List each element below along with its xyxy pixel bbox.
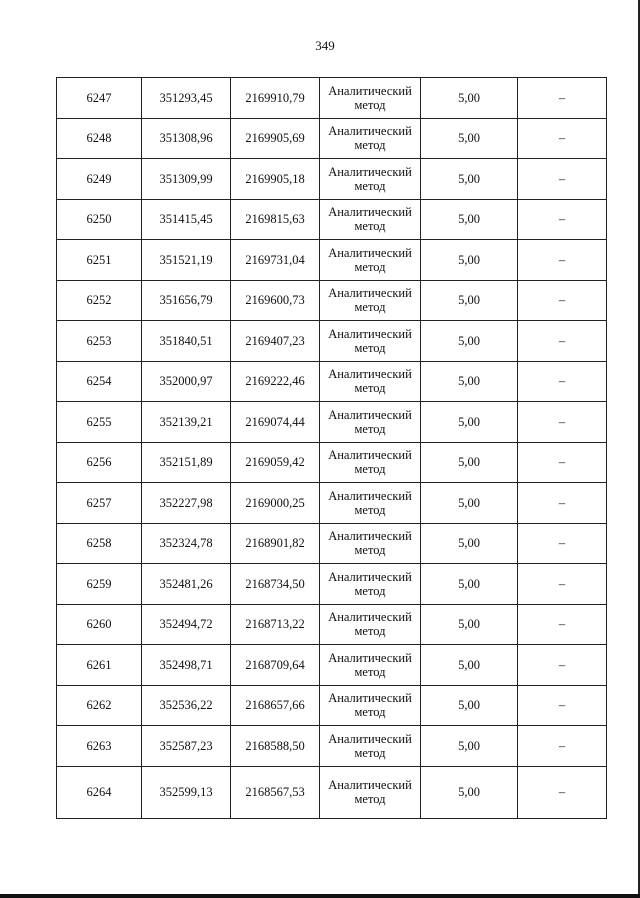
note-cell: – <box>518 199 607 240</box>
method-cell: Аналитический метод <box>320 766 421 818</box>
point-number-cell: 6259 <box>57 564 142 605</box>
method-cell: Аналитический метод <box>320 240 421 281</box>
accuracy-cell: 5,00 <box>421 280 518 321</box>
y-coordinate-cell: 2169731,04 <box>231 240 320 281</box>
accuracy-cell: 5,00 <box>421 442 518 483</box>
x-coordinate-cell: 351293,45 <box>142 78 231 119</box>
method-cell: Аналитический метод <box>320 199 421 240</box>
accuracy-cell: 5,00 <box>421 118 518 159</box>
x-coordinate-cell: 352498,71 <box>142 645 231 686</box>
x-coordinate-cell: 351415,45 <box>142 199 231 240</box>
y-coordinate-cell: 2169910,79 <box>231 78 320 119</box>
point-number-cell: 6258 <box>57 523 142 564</box>
y-coordinate-cell: 2168709,64 <box>231 645 320 686</box>
x-coordinate-cell: 351309,99 <box>142 159 231 200</box>
method-cell: Аналитический метод <box>320 685 421 726</box>
scan-edge-bottom <box>0 894 640 898</box>
y-coordinate-cell: 2168713,22 <box>231 604 320 645</box>
table-row <box>57 402 607 443</box>
table-row <box>57 361 607 402</box>
point-number-cell: 6264 <box>57 766 142 818</box>
x-coordinate-cell: 352151,89 <box>142 442 231 483</box>
x-coordinate-cell: 352227,98 <box>142 483 231 524</box>
accuracy-cell: 5,00 <box>421 726 518 767</box>
point-number-cell: 6251 <box>57 240 142 281</box>
point-number-cell: 6262 <box>57 685 142 726</box>
x-coordinate-cell: 352599,13 <box>142 766 231 818</box>
y-coordinate-cell: 2169222,46 <box>231 361 320 402</box>
method-cell: Аналитический метод <box>320 118 421 159</box>
note-cell: – <box>518 361 607 402</box>
method-cell: Аналитический метод <box>320 645 421 686</box>
y-coordinate-cell: 2168657,66 <box>231 685 320 726</box>
coordinates-table <box>56 77 607 819</box>
y-coordinate-cell: 2168734,50 <box>231 564 320 605</box>
note-cell: – <box>518 645 607 686</box>
x-coordinate-cell: 351840,51 <box>142 321 231 362</box>
point-number-cell: 6248 <box>57 118 142 159</box>
table-row <box>57 645 607 686</box>
point-number-cell: 6254 <box>57 361 142 402</box>
table-row <box>57 604 607 645</box>
page-number: 349 <box>315 38 335 53</box>
method-cell: Аналитический метод <box>320 442 421 483</box>
table-row <box>57 685 607 726</box>
accuracy-cell: 5,00 <box>421 199 518 240</box>
table-row <box>57 280 607 321</box>
table-row <box>57 442 607 483</box>
accuracy-cell: 5,00 <box>421 564 518 605</box>
accuracy-cell: 5,00 <box>421 645 518 686</box>
note-cell: – <box>518 604 607 645</box>
method-cell: Аналитический метод <box>320 159 421 200</box>
x-coordinate-cell: 352587,23 <box>142 726 231 767</box>
accuracy-cell: 5,00 <box>421 321 518 362</box>
y-coordinate-cell: 2169407,23 <box>231 321 320 362</box>
point-number-cell: 6263 <box>57 726 142 767</box>
table-row <box>57 564 607 605</box>
y-coordinate-cell: 2169905,69 <box>231 118 320 159</box>
note-cell: – <box>518 726 607 767</box>
table-row <box>57 321 607 362</box>
note-cell: – <box>518 523 607 564</box>
point-number-cell: 6257 <box>57 483 142 524</box>
table-row <box>57 523 607 564</box>
point-number-cell: 6260 <box>57 604 142 645</box>
table-row <box>57 726 607 767</box>
point-number-cell: 6249 <box>57 159 142 200</box>
x-coordinate-cell: 352536,22 <box>142 685 231 726</box>
method-cell: Аналитический метод <box>320 604 421 645</box>
x-coordinate-cell: 352324,78 <box>142 523 231 564</box>
point-number-cell: 6261 <box>57 645 142 686</box>
accuracy-cell: 5,00 <box>421 361 518 402</box>
accuracy-cell: 5,00 <box>421 685 518 726</box>
point-number-cell: 6256 <box>57 442 142 483</box>
method-cell: Аналитический метод <box>320 321 421 362</box>
y-coordinate-cell: 2168588,50 <box>231 726 320 767</box>
method-cell: Аналитический метод <box>320 726 421 767</box>
y-coordinate-cell: 2169600,73 <box>231 280 320 321</box>
accuracy-cell: 5,00 <box>421 402 518 443</box>
accuracy-cell: 5,00 <box>421 483 518 524</box>
point-number-cell: 6252 <box>57 280 142 321</box>
method-cell: Аналитический метод <box>320 523 421 564</box>
accuracy-cell: 5,00 <box>421 523 518 564</box>
accuracy-cell: 5,00 <box>421 78 518 119</box>
y-coordinate-cell: 2169905,18 <box>231 159 320 200</box>
y-coordinate-cell: 2168901,82 <box>231 523 320 564</box>
note-cell: – <box>518 118 607 159</box>
y-coordinate-cell: 2169074,44 <box>231 402 320 443</box>
table-row <box>57 159 607 200</box>
note-cell: – <box>518 766 607 818</box>
method-cell: Аналитический метод <box>320 78 421 119</box>
note-cell: – <box>518 78 607 119</box>
note-cell: – <box>518 402 607 443</box>
note-cell: – <box>518 321 607 362</box>
accuracy-cell: 5,00 <box>421 766 518 818</box>
x-coordinate-cell: 351656,79 <box>142 280 231 321</box>
y-coordinate-cell: 2169059,42 <box>231 442 320 483</box>
note-cell: – <box>518 159 607 200</box>
accuracy-cell: 5,00 <box>421 604 518 645</box>
table-row <box>57 118 607 159</box>
x-coordinate-cell: 351521,19 <box>142 240 231 281</box>
note-cell: – <box>518 685 607 726</box>
note-cell: – <box>518 280 607 321</box>
point-number-cell: 6247 <box>57 78 142 119</box>
note-cell: – <box>518 442 607 483</box>
method-cell: Аналитический метод <box>320 280 421 321</box>
table-row <box>57 240 607 281</box>
y-coordinate-cell: 2168567,53 <box>231 766 320 818</box>
y-coordinate-cell: 2169000,25 <box>231 483 320 524</box>
x-coordinate-cell: 352139,21 <box>142 402 231 443</box>
note-cell: – <box>518 240 607 281</box>
coordinates-table-body <box>57 78 607 819</box>
method-cell: Аналитический метод <box>320 402 421 443</box>
accuracy-cell: 5,00 <box>421 159 518 200</box>
x-coordinate-cell: 351308,96 <box>142 118 231 159</box>
x-coordinate-cell: 352494,72 <box>142 604 231 645</box>
table-row <box>57 483 607 524</box>
method-cell: Аналитический метод <box>320 564 421 605</box>
note-cell: – <box>518 483 607 524</box>
y-coordinate-cell: 2169815,63 <box>231 199 320 240</box>
point-number-cell: 6253 <box>57 321 142 362</box>
table-row <box>57 78 607 119</box>
table-row <box>57 766 607 818</box>
method-cell: Аналитический метод <box>320 361 421 402</box>
accuracy-cell: 5,00 <box>421 240 518 281</box>
point-number-cell: 6255 <box>57 402 142 443</box>
method-cell: Аналитический метод <box>320 483 421 524</box>
x-coordinate-cell: 352481,26 <box>142 564 231 605</box>
table-row <box>57 199 607 240</box>
x-coordinate-cell: 352000,97 <box>142 361 231 402</box>
note-cell: – <box>518 564 607 605</box>
point-number-cell: 6250 <box>57 199 142 240</box>
